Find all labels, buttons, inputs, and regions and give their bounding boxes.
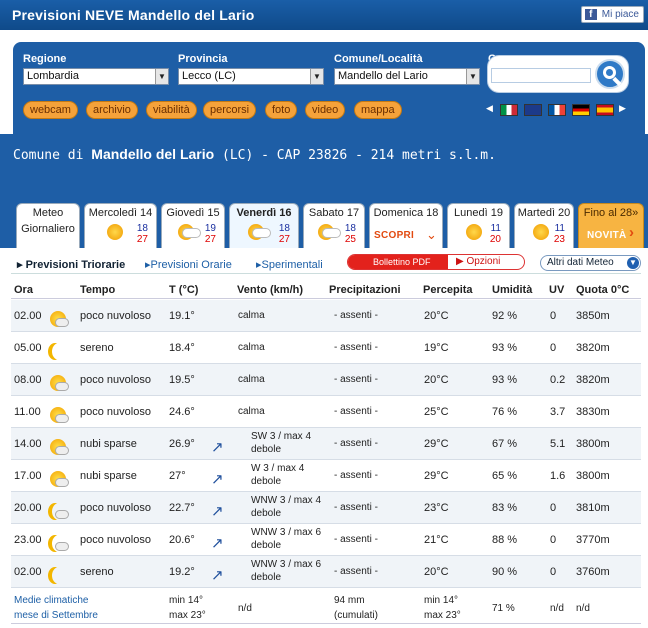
subnav (11, 252, 641, 274)
chevron-down-icon: ⌄ (426, 227, 437, 242)
footer-value: 94 mm (334, 595, 365, 606)
cloud-icon (252, 228, 271, 238)
cell-prec: - assenti - (334, 342, 378, 353)
facebook-icon: f (585, 9, 597, 20)
tab-label: Meteo (32, 207, 64, 219)
cell-vento: SW 3 / max 4 (251, 431, 312, 442)
tab-max: 18 (344, 223, 356, 234)
cell-tempo: sereno (80, 566, 114, 578)
pdf-options-bar (347, 254, 525, 270)
cell-perc: 20°C (424, 374, 449, 386)
cell-um: 83 % (492, 502, 518, 514)
cell-ora: 02.00 (14, 566, 42, 578)
cloudy-sun-icon (47, 374, 69, 394)
partly-cloudy-icon (47, 470, 69, 490)
tab-label: Venerdì 16 (236, 207, 292, 219)
footer-value: min 14° (424, 595, 459, 606)
archivio-button[interactable]: archivio (86, 101, 138, 119)
cell-um: 65 % (492, 470, 518, 482)
chevron-down-icon: ▼ (310, 69, 323, 84)
bollettino-pdf-button[interactable] (348, 255, 448, 269)
cell-perc: 21°C (424, 534, 449, 546)
altri-label: Altri dati Meteo (547, 257, 614, 268)
cell-um: 88 % (492, 534, 518, 546)
info-name: Mandello del Lario (91, 146, 215, 162)
flag-es-icon[interactable] (596, 104, 614, 116)
cloud-icon (182, 228, 201, 238)
regione-select[interactable] (23, 68, 169, 85)
cell-tempo: nubi sparse (80, 438, 137, 450)
flag-uk-icon[interactable] (524, 104, 542, 116)
cell-prec: - assenti - (334, 374, 378, 385)
cell-ora: 05.00 (14, 342, 42, 354)
cell-perc: 25°C (424, 406, 449, 418)
page-title: Previsioni NEVE Mandello del Lario (12, 7, 255, 23)
column-header: Umidità (492, 284, 533, 296)
cell-quota: 3820m (576, 342, 610, 354)
cell-perc: 20°C (424, 566, 449, 578)
cell-prec: - assenti - (334, 470, 378, 481)
arrow-left-icon[interactable]: ◀ (486, 103, 493, 113)
flag-de-icon[interactable] (572, 104, 590, 116)
cell-t: 20.6° (169, 534, 195, 546)
footer-value: n/d (576, 603, 590, 614)
opzioni-button[interactable]: ▶ Opzioni (456, 256, 501, 267)
tab-mercoledi[interactable] (84, 203, 157, 248)
tab-min: 27 (204, 234, 216, 245)
scopri-label: SCOPRI (374, 230, 415, 241)
subnav-label: Sperimentali (261, 259, 323, 271)
tab-fino-al-28[interactable] (578, 203, 644, 248)
cell-ora: 02.00 (14, 310, 42, 322)
cell-t: 18.4° (169, 342, 195, 354)
table-header (11, 279, 641, 299)
cell-tempo: sereno (80, 342, 114, 354)
cell-vento: calma (238, 342, 265, 353)
cell-ora: 08.00 (14, 374, 42, 386)
tab-max: 11 (554, 223, 565, 234)
table-row (11, 300, 641, 332)
info-suffix: (LC) - CAP 23826 - 214 metri s.l.m. (214, 148, 496, 163)
tab-min: 27 (278, 234, 290, 245)
tab-sperimentali[interactable]: ▸Sperimentali (256, 259, 323, 271)
cell-uv: 1.6 (550, 470, 566, 482)
footer-value: max 23° (169, 610, 206, 621)
footer-value: (cumulati) (334, 610, 378, 621)
tab-min: 25 (344, 234, 356, 245)
opzioni-label: Opzioni (466, 256, 501, 267)
tab-label: Mercoledì 14 (88, 207, 153, 219)
language-selector (486, 103, 626, 117)
flag-it-icon[interactable] (500, 104, 518, 116)
info-prefix: Comune di (13, 148, 92, 163)
tab-lunedi[interactable] (447, 203, 510, 248)
tab-max: 19 (204, 223, 216, 234)
tab-domenica[interactable] (369, 203, 443, 248)
cell-uv: 0 (550, 342, 557, 354)
title-bar (0, 0, 648, 30)
search-button[interactable] (595, 59, 625, 89)
provincia-label: Provincia (178, 53, 228, 65)
footer-label: mese di Settembre (14, 610, 98, 621)
cell-ora: 17.00 (14, 470, 42, 482)
cell-tempo: poco nuvoloso (80, 374, 151, 386)
tab-label: Martedì 20 (517, 207, 571, 219)
tab-giovedi[interactable] (161, 203, 225, 248)
facebook-like-label: Mi piace (601, 9, 639, 20)
cloudy-moon-icon (47, 502, 69, 522)
cell-vento: WNW 3 / max 4 (251, 495, 322, 506)
table-row (11, 364, 641, 396)
tab-previsioni-triorarie[interactable]: ▸ Previsioni Triorarie (17, 259, 126, 271)
cell-perc: 29°C (424, 470, 449, 482)
chevron-down-icon: ▼ (466, 69, 479, 84)
cell-perc: 23°C (424, 502, 449, 514)
cell-quota: 3830m (576, 406, 610, 418)
column-header: Ora (14, 284, 33, 296)
cell-vento: WNW 3 / max 6 (251, 559, 322, 570)
footer-value: n/d (238, 603, 252, 614)
chevron-right-icon: › (629, 224, 634, 241)
altri-dati-button[interactable] (540, 255, 641, 271)
cell-ora: 20.00 (14, 502, 42, 514)
cell-vento: WNW 3 / max 6 (251, 527, 322, 538)
regione-value: Lombardia (27, 70, 79, 82)
flag-fr-icon[interactable] (548, 104, 566, 116)
cell-quota: 3810m (576, 502, 610, 514)
cell-uv: 0 (550, 566, 557, 578)
cell-prec: - assenti - (334, 534, 378, 545)
table-row (11, 396, 641, 428)
cell-t: 19.5° (169, 374, 195, 386)
tab-label: Domenica 18 (373, 207, 439, 219)
cell-t: 24.6° (169, 406, 195, 418)
tab-min: 20 (489, 234, 501, 245)
subnav-label: Previsioni Triorarie (25, 259, 126, 271)
tab-min: 23 (553, 234, 565, 245)
cell-perc: 20°C (424, 310, 449, 322)
wind-direction-icon: ↗ (211, 535, 224, 552)
cell-quota: 3850m (576, 310, 610, 322)
cloudy-sun-icon (47, 406, 69, 426)
regione-label: Regione (23, 53, 67, 65)
wind-direction-icon: ↗ (211, 439, 224, 456)
novita-label: NOVITÀ (587, 230, 627, 241)
tab-min: 27 (136, 234, 148, 245)
cell-ora: 23.00 (14, 534, 42, 546)
cell-vento: W 3 / max 4 (251, 463, 305, 474)
table-row (11, 428, 641, 460)
sun-icon (107, 224, 123, 240)
cell-um: 90 % (492, 566, 518, 578)
cell-uv: 0 (550, 534, 557, 546)
provincia-select[interactable] (178, 68, 324, 85)
footer-label: Medie climatiche (14, 595, 89, 606)
cell-t: 19.1° (169, 310, 195, 322)
cell-prec: - assenti - (334, 438, 378, 449)
cell-vento-intensity: debole (251, 476, 282, 487)
cell-perc: 19°C (424, 342, 449, 354)
cell-vento-intensity: debole (251, 572, 282, 583)
cell-tempo: poco nuvoloso (80, 502, 151, 514)
chevron-down-icon: ▼ (155, 69, 168, 84)
tab-venerdi[interactable] (229, 203, 299, 248)
cell-vento: calma (238, 310, 265, 321)
cell-perc: 29°C (424, 438, 449, 450)
provincia-field (178, 53, 324, 85)
cell-uv: 0 (550, 310, 557, 322)
cell-t: 26.9° (169, 438, 195, 450)
table-row (11, 460, 641, 492)
wind-direction-icon: ↗ (211, 567, 224, 584)
tab-max: 18 (278, 223, 290, 234)
tab-label: Giovedì 15 (166, 207, 220, 219)
cell-ora: 14.00 (14, 438, 42, 450)
cloudy-moon-icon (47, 534, 69, 554)
search-input[interactable] (491, 68, 591, 83)
cell-vento: calma (238, 374, 265, 385)
comune-field (334, 53, 480, 85)
column-header: T (°C) (169, 284, 199, 296)
tab-label: Sabato 17 (308, 207, 360, 219)
climate-averages-row (11, 590, 641, 624)
tab-previsioni-orarie[interactable]: ▸Previsioni Orarie (145, 259, 232, 271)
cell-prec: - assenti - (334, 566, 378, 577)
pdf-label: Bollettino PDF (373, 257, 431, 267)
viabilita-button[interactable]: viabilità (146, 101, 197, 119)
cell-uv: 0 (550, 502, 557, 514)
cell-t: 27° (169, 470, 186, 482)
location-info (13, 146, 496, 163)
wind-direction-icon: ↗ (211, 503, 224, 520)
column-header: Precipitazioni (329, 284, 401, 296)
column-header: Tempo (80, 284, 116, 296)
comune-value: Mandello del Lario (338, 70, 428, 82)
cell-vento-intensity: debole (251, 540, 282, 551)
cell-tempo: poco nuvoloso (80, 406, 151, 418)
regione-field (23, 53, 169, 85)
cell-prec: - assenti - (334, 310, 378, 321)
tab-max: 18 (136, 223, 148, 234)
cell-um: 92 % (492, 310, 518, 322)
sun-icon (533, 224, 549, 240)
table-row (11, 524, 641, 556)
cell-um: 93 % (492, 342, 518, 354)
footer-value: n/d (550, 603, 564, 614)
moon-icon (47, 566, 69, 586)
footer-value: max 23° (424, 610, 461, 621)
partly-cloudy-icon (47, 438, 69, 458)
table-row (11, 556, 641, 588)
tab-label: Fino al 28» (583, 207, 639, 219)
tab-label: Lunedì 19 (454, 207, 503, 219)
footer-value: 71 % (492, 603, 515, 614)
tab-martedi[interactable] (514, 203, 574, 248)
cell-prec: - assenti - (334, 406, 378, 417)
tab-meteo-giornaliero[interactable] (16, 203, 80, 248)
cell-quota: 3820m (576, 374, 610, 386)
footer-value: min 14° (169, 595, 204, 606)
cell-tempo: poco nuvoloso (80, 534, 151, 546)
cloud-icon (322, 228, 341, 238)
video-button[interactable]: video (305, 101, 345, 119)
column-header: Percepita (423, 284, 473, 296)
foto-button[interactable]: foto (265, 101, 297, 119)
chevron-down-icon: ▼ (627, 257, 639, 269)
cell-tempo: poco nuvoloso (80, 310, 151, 322)
wind-direction-icon: ↗ (211, 471, 224, 488)
cell-vento-intensity: debole (251, 444, 282, 455)
cell-uv: 5.1 (550, 438, 566, 450)
cell-quota: 3760m (576, 566, 610, 578)
provincia-value: Lecco (LC) (182, 70, 236, 82)
tab-label: Giornaliero (21, 223, 75, 235)
cell-um: 93 % (492, 374, 518, 386)
percorsi-button[interactable]: percorsi (203, 101, 256, 119)
tab-sabato[interactable] (303, 203, 365, 248)
sun-icon (466, 224, 482, 240)
comune-select[interactable] (334, 68, 480, 85)
cell-vento-intensity: debole (251, 508, 282, 519)
cell-ora: 11.00 (14, 406, 41, 418)
column-header: UV (549, 284, 565, 296)
cell-uv: 3.7 (550, 406, 566, 418)
arrow-right-icon[interactable]: ▶ (619, 103, 626, 113)
cell-quota: 3800m (576, 470, 610, 482)
cell-um: 67 % (492, 438, 518, 450)
cell-prec: - assenti - (334, 502, 378, 513)
cell-tempo: nubi sparse (80, 470, 137, 482)
cell-uv: 0.2 (550, 374, 566, 386)
table-row (11, 332, 641, 364)
subnav-label: Previsioni Orarie (150, 259, 232, 271)
cell-t: 19.2° (169, 566, 195, 578)
facebook-like-button[interactable] (581, 6, 644, 23)
comune-label: Comune/Località (334, 53, 423, 65)
location-info-band (0, 134, 648, 198)
search-box (487, 55, 629, 93)
mappa-button[interactable]: mappa (354, 101, 402, 119)
tab-max: 11 (490, 223, 501, 234)
column-header: Vento (km/h) (237, 284, 304, 296)
cell-t: 22.7° (169, 502, 195, 514)
table-row (11, 492, 641, 524)
column-header: Quota 0°C (576, 284, 630, 296)
moon-icon (47, 342, 69, 362)
webcam-button[interactable]: webcam (23, 101, 78, 119)
cell-quota: 3770m (576, 534, 610, 546)
cell-um: 76 % (492, 406, 518, 418)
cell-vento: calma (238, 406, 265, 417)
cell-quota: 3800m (576, 438, 610, 450)
cloudy-sun-icon (47, 310, 69, 330)
